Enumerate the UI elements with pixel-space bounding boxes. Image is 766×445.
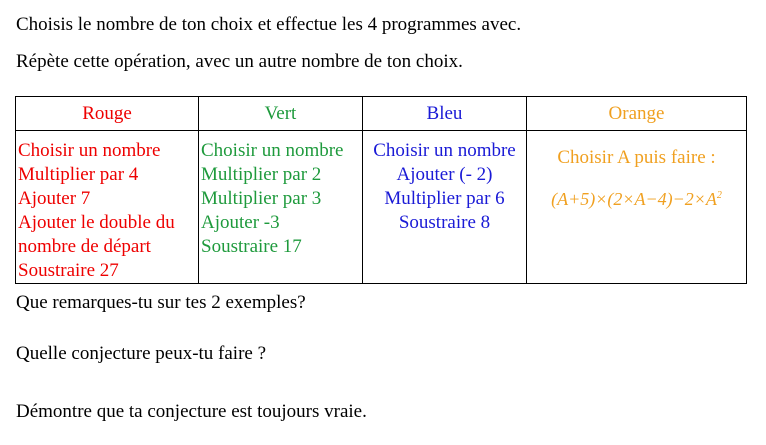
- vert-step: Multiplier par 3: [201, 188, 322, 209]
- question-demonstration: Démontre que ta conjecture est toujours vraie.: [16, 401, 367, 422]
- bleu-step: Choisir un nombre: [373, 140, 516, 161]
- bleu-step: Ajouter (- 2): [396, 164, 493, 185]
- vert-program: [199, 131, 363, 284]
- header-bleu: Bleu: [363, 97, 527, 131]
- orange-formula-text: (A+5)×(2×A−4)−2×A: [551, 189, 717, 209]
- rouge-step: Ajouter 7: [18, 188, 91, 209]
- header-rouge: Rouge: [16, 97, 199, 131]
- bleu-program: [363, 131, 527, 284]
- rouge-step: nombre de départ: [18, 236, 151, 257]
- rouge-step: Soustraire 27: [18, 260, 119, 281]
- orange-instruction: Choisir A puis faire :: [557, 147, 716, 168]
- instruction-line-1: Choisis le nombre de ton choix et effectue les 4 programmes avec.: [16, 14, 522, 35]
- question-conjecture: Quelle conjecture peux-tu faire ?: [16, 343, 267, 364]
- bleu-step: Soustraire 8: [398, 212, 491, 233]
- rouge-step: Choisir un nombre: [18, 140, 161, 161]
- instruction-line-2: Répète cette opération, avec un autre nombre de ton choix.: [16, 51, 463, 72]
- orange-formula-exponent: 2: [716, 190, 722, 201]
- rouge-step: Multiplier par 4: [18, 164, 139, 185]
- rouge-step: Ajouter le double du: [18, 212, 175, 233]
- vert-step: Ajouter -3: [201, 212, 280, 233]
- rouge-program: [16, 131, 199, 284]
- header-vert: Vert: [199, 97, 363, 131]
- vert-step: Choisir un nombre: [201, 140, 344, 161]
- vert-step: Multiplier par 2: [201, 164, 322, 185]
- question-remarques: Que remarques-tu sur tes 2 exemples?: [16, 292, 306, 313]
- orange-formula: [527, 189, 746, 210]
- vert-step: Soustraire 17: [201, 236, 302, 257]
- bleu-step: Multiplier par 6: [384, 188, 505, 209]
- programs-table: [15, 96, 747, 284]
- header-orange: Orange: [527, 97, 747, 131]
- orange-program: [527, 131, 747, 284]
